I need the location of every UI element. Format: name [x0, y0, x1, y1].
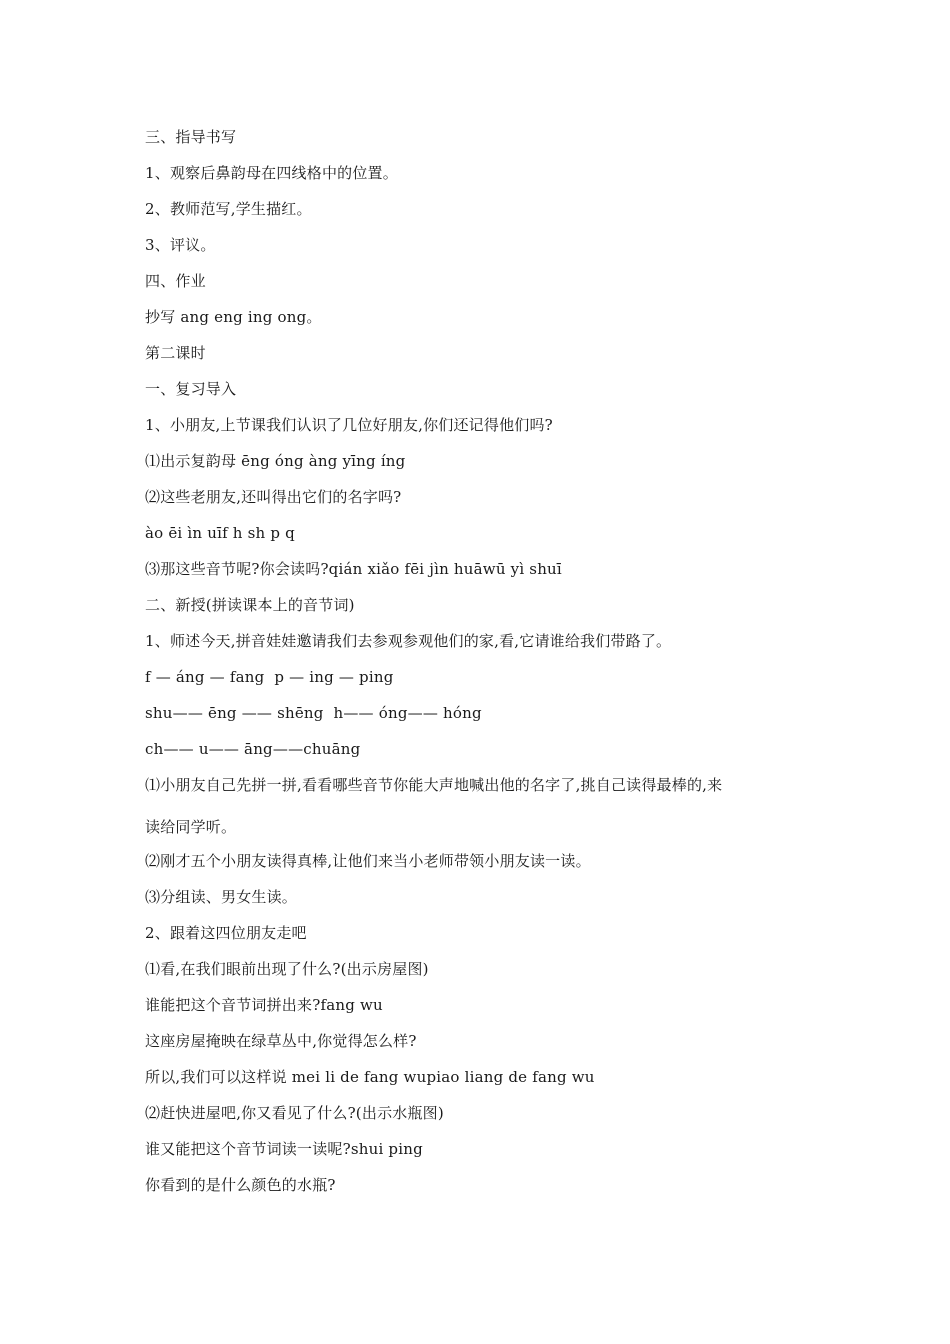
- paragraph-line: ⑵刚才五个小朋友读得真棒,让他们来当小老师带领小朋友读一读。: [145, 852, 591, 870]
- paragraph-line: 谁又能把这个音节词读一读呢?shui ping: [145, 1140, 423, 1158]
- paragraph-line: ào ēi ìn uīf h sh p q: [145, 524, 295, 542]
- paragraph-line: 读给同学听。: [145, 818, 237, 836]
- paragraph-line: ⑴看,在我们眼前出现了什么?(出示房屋图): [145, 960, 429, 978]
- paragraph-line: 谁能把这个音节词拼出来?fang wu: [145, 996, 383, 1014]
- paragraph-line: ⑶那这些音节呢?你会读吗?qián xiǎo fēi jìn huāwū yì shuī: [145, 560, 562, 578]
- heading-homework: 四、作业: [145, 272, 206, 290]
- pinyin-line: ch—— u—— āng——chuāng: [145, 740, 361, 758]
- paragraph-line: 2、跟着这四位朋友走吧: [145, 924, 307, 942]
- pinyin-line: shu—— ēng —— shēng h—— óng—— hóng: [145, 704, 482, 722]
- paragraph-line: ⑵赶快进屋吧,你又看见了什么?(出示水瓶图): [145, 1104, 444, 1122]
- paragraph-line: ⑴小朋友自己先拼一拼,看看哪些音节你能大声地喊出他的名字了,挑自己读得最棒的,来: [145, 776, 723, 794]
- heading-guided-writing: 三、指导书写: [145, 128, 237, 146]
- paragraph-line: 1、师述今天,拼音娃娃邀请我们去参观参观他们的家,看,它请谁给我们带路了。: [145, 632, 672, 650]
- paragraph-line: 1、观察后鼻韵母在四线格中的位置。: [145, 164, 398, 182]
- paragraph-line: 这座房屋掩映在绿草丛中,你觉得怎么样?: [145, 1032, 417, 1050]
- paragraph-line: 你看到的是什么颜色的水瓶?: [145, 1176, 336, 1194]
- paragraph-line: ⑵这些老朋友,还叫得出它们的名字吗?: [145, 488, 402, 506]
- paragraph-line: 所以,我们可以这样说 mei li de fang wupiao liang de fang wu: [145, 1068, 595, 1086]
- heading-new-lesson: 二、新授(拼读课本上的音节词): [145, 596, 355, 614]
- heading-second-lesson: 第二课时: [145, 344, 206, 362]
- paragraph-line: 1、小朋友,上节课我们认识了几位好朋友,你们还记得他们吗?: [145, 416, 553, 434]
- paragraph-line: ⑶分组读、男女生读。: [145, 888, 298, 906]
- paragraph-line: ⑴出示复韵母 ēng óng àng yīng íng: [145, 452, 406, 470]
- paragraph-line: 抄写 ang eng ing ong。: [145, 308, 322, 326]
- heading-review: 一、复习导入: [145, 380, 237, 398]
- paragraph-line: 2、教师范写,学生描红。: [145, 200, 312, 218]
- pinyin-line: f — áng — fang p — ing — ping: [145, 668, 394, 686]
- paragraph-line: 3、评议。: [145, 236, 216, 254]
